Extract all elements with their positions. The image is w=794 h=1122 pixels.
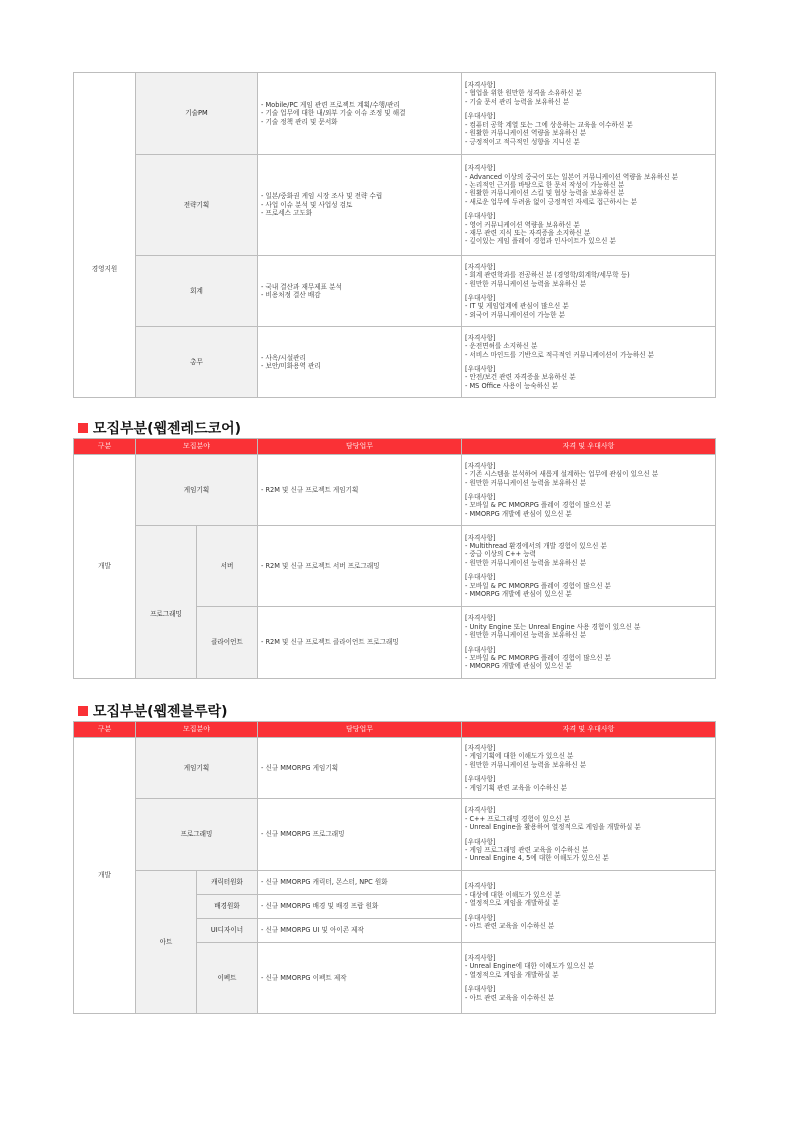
duty-cell: - R2M 및 신규 프로젝트 게임기획 (258, 455, 462, 526)
field-group-label: 프로그래밍 (150, 609, 182, 618)
category-cell: 개발 (74, 738, 136, 1014)
text-line: - 컴퓨터 공학 계열 또는 그에 상응하는 교육을 이수하신 분 (465, 120, 633, 129)
qualification-cell (462, 155, 716, 256)
field-cell: 전략기획 (136, 155, 258, 256)
text-line: - 대상에 대한 이해도가 있으신 분 (465, 890, 561, 899)
text-line: - 원만한 커뮤니케이션 능력을 보유하신 분 (465, 760, 587, 769)
qualification-list (465, 334, 712, 390)
qualification-cell (462, 607, 716, 679)
text-line: [우대사항] (465, 294, 496, 302)
qualification-cell (462, 799, 716, 871)
text-line: [자격사항] (465, 81, 496, 90)
text-line: [우대사항] (465, 212, 496, 221)
field-cell: 서버 (197, 526, 258, 607)
text-line: - 외국어 커뮤니케이션이 가능한 분 (465, 310, 565, 319)
qualification-cell (462, 455, 716, 526)
text-line: - 게임기획 관련 교육을 이수하신 분 (465, 783, 568, 792)
text-line: - 기술 업무에 대한 내/외부 기술 이슈 조정 및 해결 (261, 109, 406, 118)
text-line: - 열정적으로 게임을 개발하실 분 (465, 899, 559, 908)
qualification-list (465, 462, 712, 518)
text-line: - Unreal Engine에 대한 이해도가 있으신 분 (465, 962, 595, 971)
text-line: - 원만한 커뮤니케이션 능력을 보유하신 분 (465, 631, 587, 640)
qualification-list (465, 164, 712, 246)
text-line: [자격사항] (465, 164, 496, 173)
qualification-list (465, 534, 712, 599)
section-heading-redcore (78, 418, 241, 438)
duty-list (261, 192, 458, 217)
duty-cell (258, 73, 462, 155)
text-line: - IT 및 게임업계에 관심이 많으신 분 (465, 302, 569, 311)
header-qualification: 자격 및 우대사항 (462, 722, 716, 738)
text-line: - 기술 정책 관리 및 문서화 (261, 117, 338, 126)
duty-cell: - 신규 MMORPG 캐릭터, 몬스터, NPC 원화 (258, 871, 462, 895)
text-line: - Unity Engine 또는 Unreal Engine 사용 경험이 있으신 분 (465, 622, 641, 631)
text-line: - C++ 프로그래밍 경험이 있으신 분 (465, 814, 570, 823)
text-line: - 논리적인 근거를 바탕으로 한 문서 작성이 가능하신 분 (465, 180, 625, 189)
table-row (74, 455, 716, 526)
field-cell: 프로그래밍 (136, 799, 258, 871)
duty-cell: - 신규 MMORPG 이펙트 제작 (258, 943, 462, 1014)
section-title: 모집부분(웹젠블루락) (93, 704, 228, 720)
table-row (74, 799, 716, 871)
text-line: - 서비스 마인드를 기반으로 적극적인 커뮤니케이션이 가능하신 분 (465, 350, 655, 359)
text-line: - MS Office 사용이 능숙하신 분 (465, 381, 558, 390)
text-line: - Unreal Engine 4, 5에 대한 이해도가 있으신 분 (465, 854, 609, 863)
text-line: [자격사항] (465, 806, 496, 815)
text-line: [자격사항] (465, 882, 496, 891)
duty-cell: - 신규 MMORPG UI 및 아이콘 제작 (258, 919, 462, 943)
duty-cell: - R2M 및 신규 프로젝트 클라이언트 프로그래밍 (258, 607, 462, 679)
text-line: - 재무 관련 지식 또는 자격증을 소지하신 분 (465, 229, 591, 238)
duty-cell: - 신규 MMORPG 프로그래밍 (258, 799, 462, 871)
text-line: - 사옥/시설관리 (261, 353, 306, 362)
text-line: [자격사항] (465, 614, 496, 623)
redcore-recruit-table (73, 438, 716, 679)
text-line: - 원활한 커뮤니케이션 스킬 및 협상 능력을 보유하신 분 (465, 189, 625, 198)
field-cell: 기술PM (136, 73, 258, 155)
text-line: - 프로세스 고도화 (261, 209, 313, 218)
header-field: 모집분야 (136, 722, 258, 738)
text-line: [우대사항] (465, 645, 496, 654)
qualification-cell (462, 943, 716, 1014)
text-line: - 원만한 커뮤니케이션 능력을 보유하신 분 (465, 558, 587, 567)
text-line: - 새로운 업무에 두려움 없이 긍정적인 자세로 접근하시는 분 (465, 197, 638, 206)
header-field: 모집분야 (136, 439, 258, 455)
qualification-list (465, 882, 712, 930)
text-line: [자격사항] (465, 953, 496, 962)
text-line: - 긍정적이고 적극적인 성향을 지니신 분 (465, 137, 580, 146)
table-row (74, 738, 716, 799)
text-line: [우대사항] (465, 112, 496, 121)
field-cell: 캐릭터원화 (197, 871, 258, 895)
table-header-row (74, 439, 716, 455)
text-line: - Mobile/PC 게임 관련 프로젝트 계획/수행/관리 (261, 100, 400, 109)
text-line: - Multithread 환경에서의 개발 경험이 있으신 분 (465, 541, 607, 550)
text-line: - 안전/보건 관련 자격증을 보유하신 분 (465, 373, 576, 382)
text-line: [자격사항] (465, 333, 496, 342)
text-line: [우대사항] (465, 775, 496, 784)
text-line: - 아트 관련 교육을 이수하신 분 (465, 922, 555, 931)
qualification-list (465, 263, 712, 319)
text-line: - 깊이있는 게임 플레이 경험과 인사이트가 있으신 분 (465, 237, 616, 246)
table-row (74, 256, 716, 327)
section-title: 모집부분(웹젠레드코어) (93, 421, 242, 437)
category-cell (74, 73, 136, 398)
text-line: - 사업 이슈 분석 및 사업성 검토 (261, 200, 353, 209)
table-header-row (74, 722, 716, 738)
duty-cell (258, 327, 462, 398)
text-line: - 비용처정 결산 배감 (261, 291, 321, 299)
field-cell: 회계 (136, 256, 258, 327)
text-line: [우대사항] (465, 985, 496, 994)
text-line: - Unreal Engine을 활용하여 열정적으로 게임을 개발하실 분 (465, 823, 641, 832)
header-category: 구분 (74, 439, 136, 455)
category-label: 경영지원 (91, 264, 118, 273)
text-line: - 원활한 커뮤니케이션 역량을 보유하신 분 (465, 129, 587, 138)
duty-cell: - 신규 MMORPG 게임기획 (258, 738, 462, 799)
text-line: - 기술 문서 관리 능력을 보유하신 분 (465, 97, 570, 106)
text-line: - 중급 이상의 C++ 능력 (465, 550, 537, 559)
duty-list (261, 283, 458, 300)
text-line: - 일본/중화권 게임 시장 조사 및 전략 수립 (261, 192, 383, 201)
text-line: - MMORPG 개발에 관심이 있으신 분 (465, 590, 572, 599)
text-line: - MMORPG 개발에 관심이 있으신 분 (465, 509, 572, 518)
duty-list (261, 354, 458, 371)
duty-cell (258, 256, 462, 327)
text-line: [자격사항] (465, 262, 496, 271)
text-line: - 기존 시스템을 분석하여 새롭게 설계하는 업무에 관심이 있으신 분 (465, 470, 659, 479)
header-category: 구분 (74, 722, 136, 738)
duty-cell: - 신규 MMORPG 배경 및 배경 프랍 원화 (258, 895, 462, 919)
text-line: [우대사항] (465, 573, 496, 582)
table-row (74, 526, 716, 607)
table-row (74, 73, 716, 155)
qualification-cell (462, 738, 716, 799)
qualification-list (465, 744, 712, 792)
qualification-list (465, 614, 712, 670)
header-duty: 담당업무 (258, 722, 462, 738)
qualification-cell (462, 256, 716, 327)
bluelock-recruit-table (73, 721, 716, 1014)
red-square-icon (78, 423, 88, 433)
text-line: - 국내 결산과 재무제표 분석 (261, 282, 342, 291)
table-row (74, 155, 716, 256)
text-line: - 모바일 & PC MMORPG 플레이 경험이 많으신 분 (465, 581, 611, 590)
text-line: - 영어 커뮤니케이션 역량을 보유하신 분 (465, 220, 580, 229)
text-line: - 열정적으로 게임을 개발하실 분 (465, 970, 559, 979)
field-cell: 게임기획 (136, 455, 258, 526)
table-row (74, 327, 716, 398)
text-line: - 게임기획에 대한 이해도가 있으신 분 (465, 752, 574, 761)
text-line: - 게임 프로그래밍 관련 교육을 이수하신 분 (465, 845, 589, 854)
section-heading-bluelock (78, 701, 228, 721)
text-line: [자격사항] (465, 533, 496, 542)
field-cell: 총무 (136, 327, 258, 398)
text-line: [우대사항] (465, 493, 496, 501)
text-line: - 아트 관련 교육을 이수하신 분 (465, 993, 555, 1002)
text-line: [우대사항] (465, 365, 496, 373)
field-cell: 배경원화 (197, 895, 258, 919)
qualification-list (465, 81, 712, 146)
field-cell: 클라이언트 (197, 607, 258, 679)
table-row (74, 871, 716, 895)
duty-cell (258, 155, 462, 256)
field-group-cell: 아트 (136, 871, 197, 1014)
field-cell: UI디자이너 (197, 919, 258, 943)
header-qualification: 자격 및 우대사항 (462, 439, 716, 455)
text-line: - 협업을 위한 원만한 성격을 소유하신 분 (465, 89, 582, 98)
text-line: - 보안/미화용역 관리 (261, 362, 321, 370)
header-duty: 담당업무 (258, 439, 462, 455)
qualification-list (465, 806, 712, 862)
text-line: - 모바일 & PC MMORPG 플레이 경험이 많으신 분 (465, 653, 611, 662)
field-group-cell (136, 526, 197, 679)
text-line: - 원만한 커뮤니케이션 능력을 보유하신 분 (465, 478, 587, 487)
category-cell: 개발 (74, 455, 136, 679)
duty-list (261, 101, 458, 126)
text-line: [자격사항] (465, 743, 496, 752)
qualification-list (465, 954, 712, 1002)
text-line: [우대사항] (465, 837, 496, 846)
red-square-icon (78, 706, 88, 716)
qualification-cell (462, 327, 716, 398)
text-line: - 운전면허를 소지하신 분 (465, 342, 538, 351)
qualification-cell (462, 73, 716, 155)
text-line: - Advanced 이상의 중국어 또는 일본어 커뮤니케이션 역량을 보유하신 분 (465, 172, 679, 181)
text-line: [우대사항] (465, 913, 496, 922)
duty-cell: - R2M 및 신규 프로젝트 서버 프로그래밍 (258, 526, 462, 607)
text-line: - 모바일 & PC MMORPG 플레이 경험이 많으신 분 (465, 501, 611, 510)
text-line: - MMORPG 개발에 관심이 있으신 분 (465, 662, 572, 671)
qualification-cell (462, 871, 716, 943)
text-line: [자격사항] (465, 461, 496, 470)
field-cell: 이펙트 (197, 943, 258, 1014)
qualification-cell (462, 526, 716, 607)
text-line: - 원만한 커뮤니케이션 능력을 보유하신 분 (465, 279, 587, 288)
management-support-table (73, 72, 716, 398)
field-cell: 게임기획 (136, 738, 258, 799)
text-line: - 회계 관련학과를 전공하신 분 (경영학/회계학/세무학 등) (465, 271, 630, 280)
